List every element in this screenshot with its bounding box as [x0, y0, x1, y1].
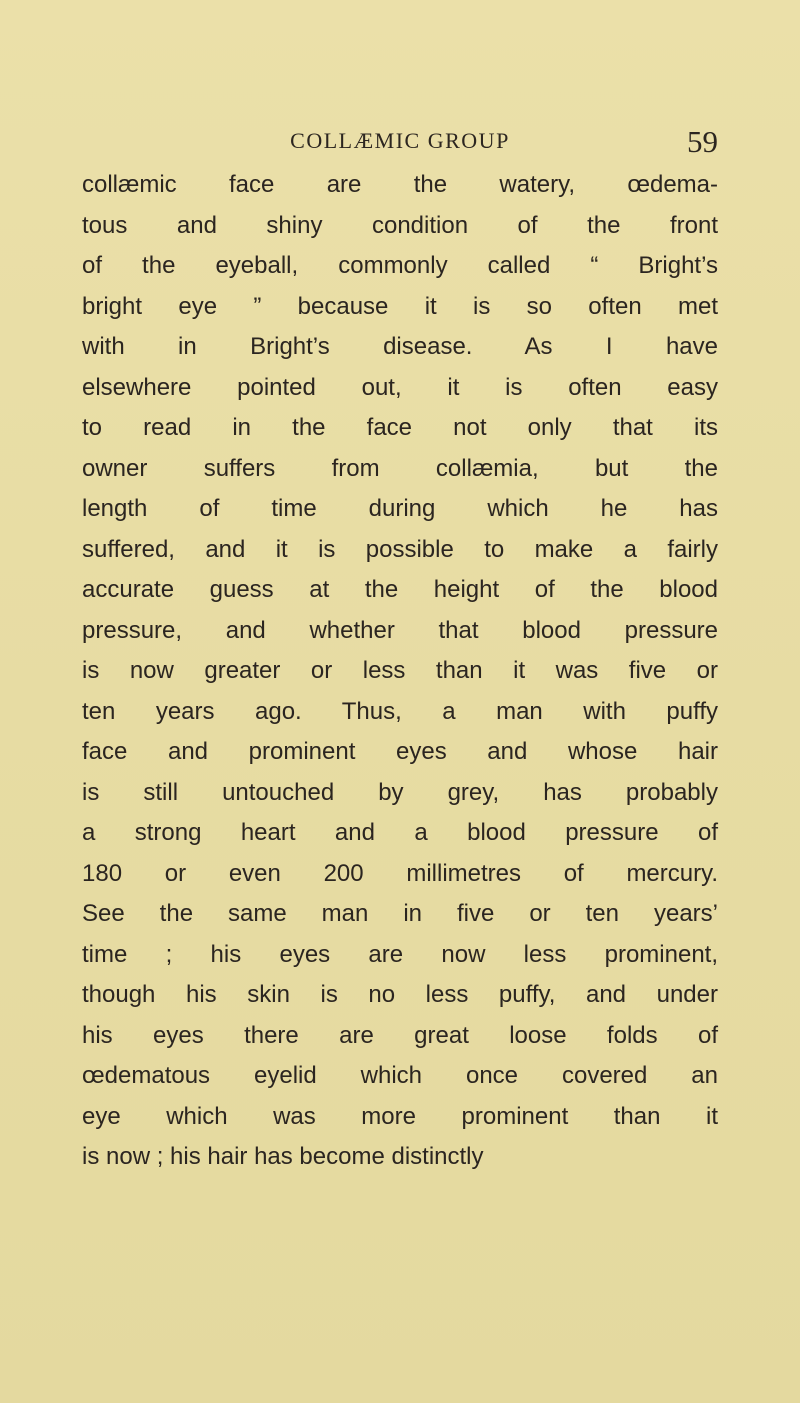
text-line: though his skin is no less puffy, and under — [82, 981, 718, 1008]
text-line: collæmic face are the watery, œdema- — [82, 171, 718, 198]
text-line: œdematous eyelid which once covered an — [82, 1062, 718, 1089]
text-line: time ; his eyes are now less prominent, — [82, 940, 718, 968]
page-number: 59 — [687, 124, 718, 159]
text-line: accurate guess at the height of the blood — [82, 576, 718, 603]
running-head — [82, 126, 718, 166]
text-line: is now greater or less than it was five or — [82, 657, 718, 684]
text-line: to read in the face not only that its — [82, 414, 718, 441]
text-line: See the same man in five or ten years’ — [82, 900, 718, 927]
text-line: of the eyeball, commonly called “ Bright’s — [82, 252, 718, 279]
text-line: ten years ago. Thus, a man with puffy — [82, 697, 718, 725]
text-line: is still untouched by grey, has probably — [82, 778, 718, 806]
text-line: face and prominent eyes and whose hair — [82, 738, 718, 765]
text-line: suffered, and it is possible to make a fairly — [82, 535, 718, 563]
text-line: eye which was more prominent than it — [82, 1102, 718, 1130]
text-line: owner suffers from collæmia, but the — [82, 454, 718, 482]
text-line: his eyes there are great loose folds of — [82, 1021, 718, 1049]
text-line: 180 or even 200 millimetres of mercury. — [82, 859, 718, 887]
text-line: bright eye ” because it is so often met — [82, 292, 718, 320]
text-line: with in Bright’s disease. As I have — [82, 333, 718, 360]
running-title: COLLÆMIC GROUP — [290, 128, 510, 153]
text-line: tous and shiny condition of the front — [82, 211, 718, 239]
body-text — [82, 165, 718, 1178]
text-line: is now ; his hair has become distinctly — [82, 1143, 484, 1170]
text-line: length of time during which he has — [82, 495, 718, 522]
text-line: pressure, and whether that blood pressure — [82, 616, 718, 644]
text-line: a strong heart and a blood pressure of — [82, 819, 718, 846]
text-line: elsewhere pointed out, it is often easy — [82, 373, 718, 401]
